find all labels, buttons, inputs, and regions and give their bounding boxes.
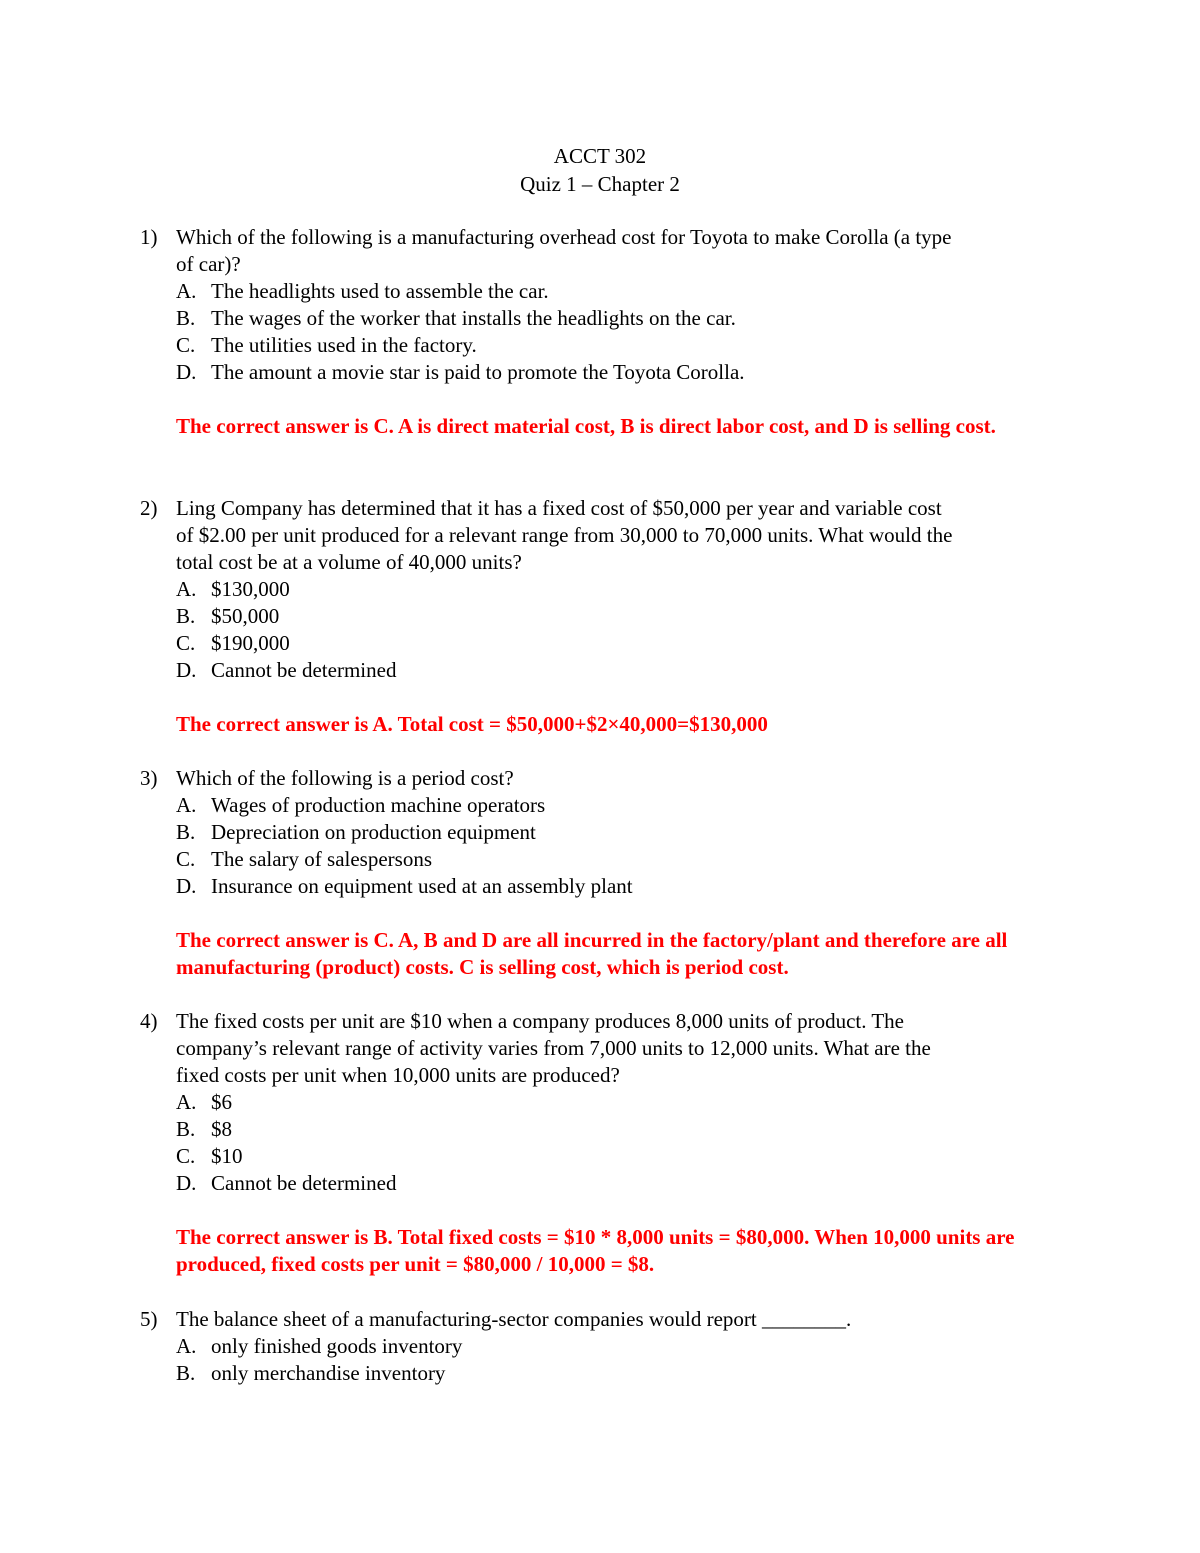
option-text: Depreciation on production equipment xyxy=(211,820,536,844)
option-a xyxy=(140,792,1060,819)
option-letter: A. xyxy=(176,1090,197,1114)
question-number: 2) xyxy=(140,496,158,520)
option-letter: A. xyxy=(176,577,197,601)
option-text: The utilities used in the factory. xyxy=(211,333,477,357)
option-b xyxy=(140,1116,1060,1143)
answer-explanation-2: The correct answer is A. Total cost = $50,000+$2×40,000=$130,000 xyxy=(176,712,768,736)
option-c xyxy=(140,332,1060,359)
option-text: The amount a movie star is paid to promote the Toyota Corolla. xyxy=(211,360,745,384)
question-text-line: company’s relevant range of activity varies from 7,000 units to 12,000 units. What are the xyxy=(176,1036,931,1060)
option-letter: A. xyxy=(176,279,197,303)
option-text: $190,000 xyxy=(211,631,290,655)
option-a xyxy=(140,278,1060,305)
question-2 xyxy=(140,495,1060,684)
option-text: Cannot be determined xyxy=(211,658,397,682)
question-text-line: Which of the following is a period cost? xyxy=(176,766,514,790)
question-number: 3) xyxy=(140,766,158,790)
option-letter: D. xyxy=(176,658,197,682)
option-letter: B. xyxy=(176,604,196,628)
question-number: 1) xyxy=(140,225,158,249)
option-letter: B. xyxy=(176,1361,196,1385)
option-text: The wages of the worker that installs the headlights on the car. xyxy=(211,306,736,330)
option-c xyxy=(140,846,1060,873)
question-3 xyxy=(140,765,1060,900)
option-letter: A. xyxy=(176,793,197,817)
option-letter: C. xyxy=(176,631,196,655)
option-d xyxy=(140,873,1060,900)
question-text-line: total cost be at a volume of 40,000 units? xyxy=(176,550,522,574)
option-b xyxy=(140,305,1060,332)
answer-explanation-1: The correct answer is C. A is direct material cost, B is direct labor cost, and D is selling cost. xyxy=(176,414,996,438)
option-b xyxy=(140,819,1060,846)
option-letter: B. xyxy=(176,306,196,330)
question-text-line: of $2.00 per unit produced for a relevant range from 30,000 to 70,000 units. What would the xyxy=(176,523,953,547)
option-letter: C. xyxy=(176,847,196,871)
question-number: 4) xyxy=(140,1009,158,1033)
option-letter: D. xyxy=(176,360,197,384)
option-text: $6 xyxy=(211,1090,232,1114)
option-letter: D. xyxy=(176,1171,197,1195)
option-d xyxy=(140,1170,1060,1197)
question-text-line: Which of the following is a manufacturing overhead cost for Toyota to make Corolla (a type xyxy=(176,225,952,249)
option-text: only finished goods inventory xyxy=(211,1334,463,1358)
question-4 xyxy=(140,1008,1060,1197)
option-text: $8 xyxy=(211,1117,232,1141)
question-5 xyxy=(140,1306,1060,1387)
question-text-line: The balance sheet of a manufacturing-sector companies would report ________. xyxy=(176,1307,852,1331)
option-b xyxy=(140,1360,1060,1387)
option-a xyxy=(140,576,1060,603)
question-text-line: Ling Company has determined that it has a fixed cost of $50,000 per year and variable cost xyxy=(176,496,942,520)
course-title: ACCT 302 xyxy=(553,144,647,168)
option-a xyxy=(140,1089,1060,1116)
option-text: Cannot be determined xyxy=(211,1171,397,1195)
option-d xyxy=(140,359,1060,386)
option-text: The headlights used to assemble the car. xyxy=(211,279,549,303)
option-b xyxy=(140,603,1060,630)
answer-explanation-4: The correct answer is B. Total fixed costs = $10 * 8,000 units = $80,000. When 10,000 units are produced, fixed costs per unit = $80,000 / 10,000 = $8. xyxy=(176,1225,1015,1276)
option-text: $130,000 xyxy=(211,577,290,601)
answer-explanation-3: The correct answer is C. A, B and D are all incurred in the factory/plant and therefore are all manufacturing (product) costs. C is selling cost, which is period cost. xyxy=(176,928,1008,979)
option-text: The salary of salespersons xyxy=(211,847,433,871)
option-letter: B. xyxy=(176,1117,196,1141)
option-letter: C. xyxy=(176,333,196,357)
question-text-line: The fixed costs per unit are $10 when a company produces 8,000 units of product. The xyxy=(176,1009,905,1033)
option-c xyxy=(140,630,1060,657)
option-letter: B. xyxy=(176,820,196,844)
question-text-line: fixed costs per unit when 10,000 units are produced? xyxy=(176,1063,620,1087)
option-a xyxy=(140,1333,1060,1360)
option-letter: A. xyxy=(176,1334,197,1358)
option-d xyxy=(140,657,1060,684)
question-number: 5) xyxy=(140,1307,158,1331)
question-1 xyxy=(140,224,1060,386)
question-text-line: of car)? xyxy=(176,252,241,276)
option-text: Wages of production machine operators xyxy=(211,793,546,817)
option-text: Insurance on equipment used at an assembly plant xyxy=(211,874,633,898)
quiz-title: Quiz 1 – Chapter 2 xyxy=(520,172,680,196)
option-text: only merchandise inventory xyxy=(211,1361,446,1385)
option-letter: D. xyxy=(176,874,197,898)
option-c xyxy=(140,1143,1060,1170)
option-text: $50,000 xyxy=(211,604,280,628)
option-letter: C. xyxy=(176,1144,196,1168)
option-text: $10 xyxy=(211,1144,243,1168)
document-header xyxy=(0,142,1200,198)
